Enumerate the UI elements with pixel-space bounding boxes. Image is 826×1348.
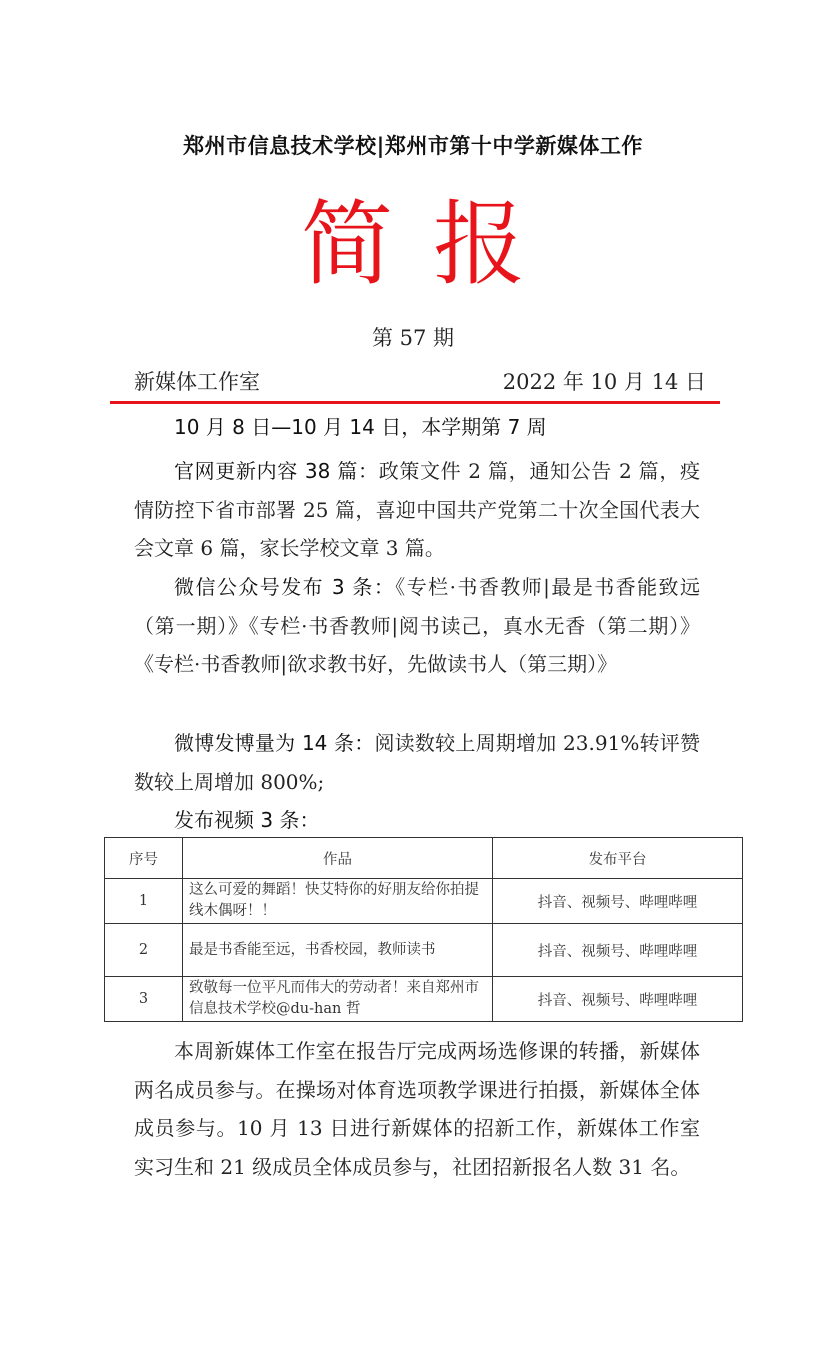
summary-paragraph: 本周新媒体工作室在报告厅完成两场选修课的转播，新媒体两名成员参与。在操场对体育选项教学课进行拍摄，新媒体全体成员参与。10 月 13 日进行新媒体的招新工作，新媒体工作室实习生和 21 级成员全体成员参与，社团招新报名人数 31 名。	[134, 1039, 700, 1179]
row-no: 1	[105, 879, 183, 924]
row-work: 最是书香能至远，书香校园，教师读书	[183, 924, 493, 977]
weibo-text: 阅读数较上周期增加 23.91%转评赞数较上周增加 800%;	[134, 731, 700, 794]
videos-table	[104, 837, 743, 1022]
wechat-text: 《专栏·书香教师|最是书香能致远（第一期）》《专栏·书香教师|阅书读己，真水无香（第二期）》《专栏·书香教师|欲求教书好，先做读书人（第三期）》	[134, 575, 700, 676]
table-row	[105, 924, 743, 977]
videos-title: 发布视频 3 条：	[174, 808, 320, 832]
organization-title: 郑州市信息技术学校|郑州市第十中学新媒体工作	[183, 134, 643, 158]
row-no: 3	[105, 977, 183, 1022]
wechat-lead: 微信公众号发布 3 条：	[174, 575, 396, 599]
period-line: 10 月 8 日—10 月 14 日，本学期第 7 周	[174, 415, 547, 439]
wechat-paragraph	[134, 568, 700, 684]
issue-date: 2022 年 10 月 14 日	[502, 370, 706, 394]
header-no: 序号	[105, 838, 183, 879]
masthead-title: 简报	[300, 191, 565, 298]
header-platform: 发布平台	[493, 838, 743, 879]
table-header-row	[105, 838, 743, 879]
weibo-lead: 微博发博量为 14 条：	[174, 731, 375, 755]
row-work: 致敬每一位平凡而伟大的劳动者！来自郑州市信息技术学校@du-han 哲	[183, 977, 493, 1022]
table-row	[105, 879, 743, 924]
row-platform: 抖音、视频号、哔哩哔哩	[493, 924, 743, 977]
weibo-paragraph	[134, 724, 700, 801]
row-no: 2	[105, 924, 183, 977]
table-row	[105, 977, 743, 1022]
office-name: 新媒体工作室	[134, 370, 260, 394]
header-work: 作品	[183, 838, 493, 879]
row-platform: 抖音、视频号、哔哩哔哩	[493, 879, 743, 924]
website-text: 政策文件 2 篇，通知公告 2 篇，疫情防控下省市部署 25 篇，喜迎中国共产党第二十次全国代表大会文章 6 篇，家长学校文章 3 篇。	[134, 459, 700, 560]
website-paragraph	[134, 452, 700, 568]
red-divider	[110, 401, 720, 404]
website-lead: 官网更新内容 38 篇：	[174, 459, 379, 483]
row-work: 这么可爱的舞蹈！快艾特你的好朋友给你拍提线木偶呀！！	[183, 879, 493, 924]
issue-number: 第 57 期	[371, 326, 455, 350]
row-platform: 抖音、视频号、哔哩哔哩	[493, 977, 743, 1022]
